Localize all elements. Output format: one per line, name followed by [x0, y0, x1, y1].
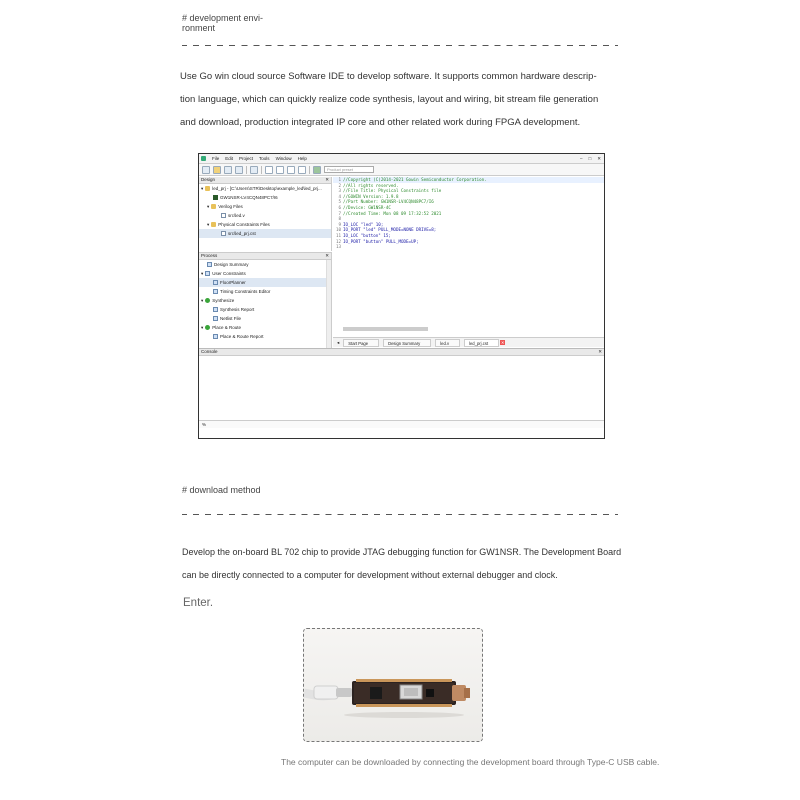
tree-item-label: led_prj - [C:\Users\STR\Desktop\example_led\led_prj...: [212, 186, 322, 191]
tree-item-device[interactable]: [199, 193, 331, 202]
design-panel: [199, 177, 332, 251]
tab-label: Start Page: [348, 340, 369, 346]
project-icon: [205, 186, 210, 191]
code-editor[interactable]: [333, 177, 605, 335]
process-item-label: User Constraints: [212, 271, 246, 276]
editor-tabs: [333, 337, 605, 347]
search-input[interactable]: Product preset: [324, 166, 374, 173]
editor-scrollbar[interactable]: [343, 327, 428, 331]
process-item[interactable]: [199, 323, 331, 332]
tree-item-constraints-files[interactable]: [199, 220, 331, 229]
paragraph-line: Use Go win cloud source Software IDE to develop software. It supports common hardware descrip-: [180, 71, 597, 82]
panel-title-text: Process: [201, 253, 218, 258]
dev-env-paragraph: [180, 70, 598, 139]
toolbar-separator: [309, 166, 310, 174]
code-line: 11 IO_LOC "button" 15;: [335, 232, 391, 238]
process-item-label: Place & Route: [212, 325, 242, 330]
panel-close-icon[interactable]: ✕: [325, 253, 329, 258]
process-item[interactable]: [199, 332, 331, 341]
section-heading-dev-env: [182, 13, 263, 33]
report-icon: [213, 334, 218, 339]
tab-design-summary[interactable]: [383, 339, 431, 347]
check-icon: [205, 325, 210, 330]
process-item-label: Design Summary: [214, 262, 249, 267]
panel-close-icon[interactable]: ✕: [598, 349, 602, 354]
report-icon: [213, 307, 218, 312]
process-panel-title: [199, 253, 331, 260]
panel-title-text: Design: [201, 177, 216, 182]
copy-icon[interactable]: [298, 166, 306, 174]
timing-icon: [213, 289, 218, 294]
tree-item-label: Physical Constraints Files: [218, 222, 270, 227]
tab-label: led_prj.cst: [469, 340, 489, 346]
menu-help[interactable]: Help: [297, 156, 307, 161]
save-all-icon[interactable]: [235, 166, 243, 174]
cut-icon[interactable]: [287, 166, 295, 174]
process-item[interactable]: [199, 260, 331, 269]
toolbar-separator: [261, 166, 262, 174]
tab-start-page[interactable]: [343, 339, 379, 347]
code-line: 7 //Created Time: Mon 08 09 17:32:52 2021: [338, 210, 442, 216]
code-line: 3 //File Title: Physical Constraints file: [338, 188, 442, 194]
process-item-label: Place & Route Report: [220, 334, 264, 339]
design-panel-title: [199, 177, 331, 184]
ide-menubar: [199, 154, 604, 164]
tree-item-project[interactable]: [199, 184, 331, 193]
development-board-image: [304, 629, 483, 742]
process-item-label: Netlist File: [220, 316, 242, 321]
save-icon[interactable]: [224, 166, 232, 174]
process-item-label: Timing Constraints Editor: [220, 289, 271, 294]
process-item-label: Synthesize: [212, 298, 235, 303]
divider: [182, 514, 618, 515]
folder-icon: [211, 222, 216, 227]
ide-window-screenshot: [198, 153, 605, 439]
panel-close-icon[interactable]: ✕: [325, 177, 329, 182]
file-icon: [221, 213, 226, 218]
tab-label: led.v: [440, 340, 450, 346]
redo-icon[interactable]: [276, 166, 284, 174]
paragraph-line: Develop the on-board BL 702 chip to provide JTAG debugging function for GW1NSR. The Development Board: [182, 547, 622, 557]
tree-item-label: GW1NSR-LV4CQN48PC7/I6: [220, 195, 278, 200]
menu-tools[interactable]: Tools: [259, 156, 270, 161]
heading-line-1: # development envi-: [182, 13, 264, 23]
document-icon: [207, 262, 212, 267]
tab-nav-left-icon[interactable]: ◂: [337, 339, 340, 345]
console-title: [199, 349, 604, 356]
tree-item-label: src\led_prj.cst: [228, 231, 256, 236]
menu-project[interactable]: Project: [239, 156, 254, 161]
tree-item-verilog-files[interactable]: [199, 202, 331, 211]
tree-item-label: src\led.v: [228, 213, 245, 218]
expand-icon[interactable]: ▾: [207, 222, 210, 227]
code-line: 8: [338, 216, 341, 222]
divider: [182, 45, 618, 46]
code-line: 6 //Device: GW1NSR-4C: [338, 204, 391, 210]
process-item[interactable]: [199, 305, 331, 314]
toolbar-separator: [246, 166, 247, 174]
process-item-label: Synthesis Report: [220, 307, 255, 312]
code-line: 5 //Part Number: GW1NSR-LV4CQN48PC7/I6: [338, 199, 434, 205]
expand-icon[interactable]: ▾: [207, 204, 210, 209]
minimize-icon[interactable]: –: [579, 155, 583, 161]
process-item[interactable]: [199, 269, 331, 278]
tab-label: Design Summary: [388, 340, 421, 346]
code-line: 4 //GOWIN Version: 1.9.8: [338, 193, 399, 199]
console-input[interactable]: %: [199, 420, 604, 428]
menu-edit[interactable]: Edit: [225, 156, 234, 161]
process-scrollbar[interactable]: [326, 260, 331, 348]
print-icon[interactable]: [250, 166, 258, 174]
tab-led-v[interactable]: [435, 339, 460, 347]
check-icon: [205, 298, 210, 303]
tree-item-label: Verilog Files: [218, 204, 243, 209]
code-line: 13: [335, 244, 341, 250]
code-line: 2 //All rights reserved.: [338, 182, 399, 188]
constraints-icon: [205, 271, 210, 276]
code-line: 12 IO_PORT "button" PULL_MODE=UP;: [335, 238, 419, 244]
process-panel: [199, 252, 332, 348]
photo-caption: The computer can be downloaded by connecting the development board through Type-C USB cable.: [281, 757, 660, 767]
heading-line-2: ronment: [182, 23, 216, 33]
process-item[interactable]: [199, 296, 331, 305]
open-folder-icon[interactable]: [213, 166, 221, 174]
chip-icon: [213, 195, 218, 200]
floorplanner-icon: [213, 280, 218, 285]
undo-icon[interactable]: [265, 166, 273, 174]
panel-title-text: Console: [201, 349, 218, 354]
code-line: 9 IO_LOC "led" 10;: [338, 221, 384, 227]
ide-toolbar: [199, 164, 604, 176]
section-heading-download: # download method: [182, 485, 261, 495]
folder-icon: [211, 204, 216, 209]
tab-led-prj-cst[interactable]: [464, 339, 505, 347]
menu-window[interactable]: Window: [275, 156, 292, 161]
file-icon: [221, 231, 226, 236]
tree-item-led-v[interactable]: [199, 211, 331, 220]
development-board-photo: [303, 628, 483, 742]
menu-file[interactable]: File: [212, 156, 220, 161]
netlist-icon: [213, 316, 218, 321]
maximize-icon[interactable]: □: [588, 155, 592, 161]
expand-icon[interactable]: ▾: [201, 271, 204, 276]
expand-icon[interactable]: ▾: [201, 298, 204, 303]
process-item[interactable]: [199, 314, 331, 323]
paragraph-line: and download, production integrated IP core and other related work during FPGA development.: [180, 117, 581, 128]
process-item[interactable]: [199, 287, 331, 296]
app-icon: [201, 156, 206, 161]
enter-text: Enter.: [183, 597, 214, 609]
tab-close-icon[interactable]: ✕: [500, 339, 505, 345]
expand-icon[interactable]: ▾: [201, 186, 204, 191]
paragraph-line: can be directly connected to a computer for development without external debugger and clock.: [182, 570, 558, 580]
expand-icon[interactable]: ▾: [201, 325, 204, 330]
program-device-icon[interactable]: [313, 166, 321, 174]
new-file-icon[interactable]: [202, 166, 210, 174]
code-line: 1 //Copyright (C)2014-2021 Gowin Semiconductor Corporation.: [333, 177, 605, 183]
process-item-label: FloorPlanner: [220, 280, 246, 285]
console-panel: [199, 348, 604, 428]
window-controls: [580, 156, 601, 162]
process-item[interactable]: [199, 278, 331, 287]
code-line: 10 IO_PORT "led" PULL_MODE=NONE DRIVE=8;: [335, 227, 437, 233]
tree-item-led-prj-cst[interactable]: [199, 229, 331, 238]
paragraph-line: tion language, which can quickly realize code synthesis, layout and wiring, bit stream file generation: [180, 94, 599, 105]
download-paragraph: [182, 545, 621, 591]
close-icon[interactable]: ✕: [597, 155, 601, 161]
